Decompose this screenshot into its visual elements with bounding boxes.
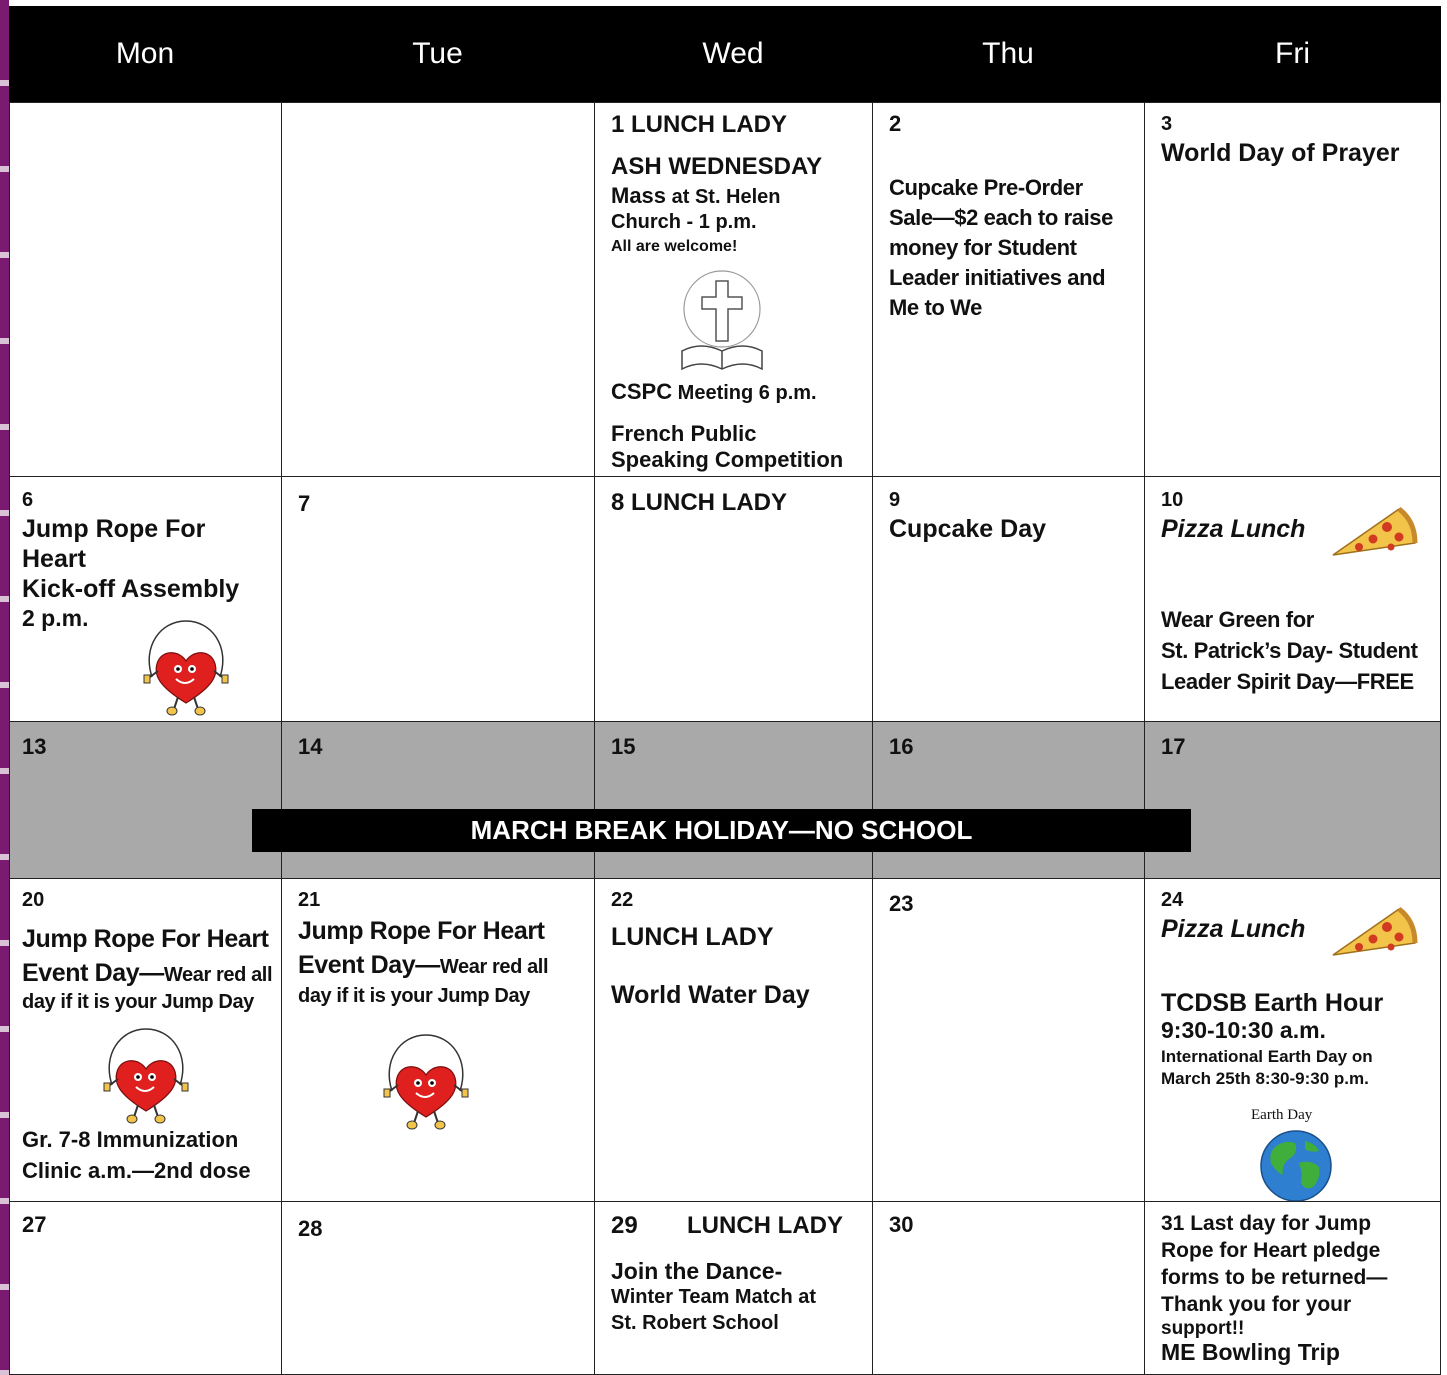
day-number-23: 23 xyxy=(889,891,914,916)
day-cell-22 xyxy=(594,878,873,1202)
day-8-lunch-lady: 8 LUNCH LADY xyxy=(611,489,788,516)
cupcake-preorder-1: Cupcake Pre-Order xyxy=(889,175,1083,200)
day-number-6: 6 xyxy=(22,489,34,511)
day-number-14: 14 xyxy=(298,734,323,759)
weekday-thu: Thu xyxy=(982,37,1034,70)
weekday-mon: Mon xyxy=(115,37,175,70)
cspc-time: Meeting 6 p.m. xyxy=(672,382,817,404)
jump-rope-event-20-3: day if it is your Jump Day xyxy=(22,991,254,1013)
day-number-22: 22 xyxy=(611,889,634,911)
french-public: French Public xyxy=(611,421,757,446)
wear-green-1: Wear Green for xyxy=(1161,607,1314,632)
me-bowling-trip: ME Bowling Trip xyxy=(1161,1339,1340,1365)
day-number-29: 29 xyxy=(611,1212,638,1239)
mass-location: at St. Helen xyxy=(666,186,781,208)
day-cell-20 xyxy=(9,878,282,1202)
world-water-day: World Water Day xyxy=(611,981,810,1009)
pizza-lunch-10: Pizza Lunch xyxy=(1161,515,1306,543)
day-cell-13 xyxy=(9,721,282,879)
jump-rope-line-1: Jump Rope For xyxy=(22,515,206,543)
jump-rope-event-20-2 xyxy=(22,959,272,988)
pizza-slice-icon xyxy=(1329,503,1419,561)
immunization-1: Gr. 7-8 Immunization xyxy=(22,1127,239,1152)
last-day-jump-5: support!! xyxy=(1161,1318,1245,1339)
day-cell-16 xyxy=(872,721,1145,879)
day-number-9: 9 xyxy=(889,489,901,511)
mass-word: Mass xyxy=(611,183,667,208)
day-number-7: 7 xyxy=(298,491,311,516)
day-number-24: 24 xyxy=(1161,889,1184,911)
decorative-border-strip xyxy=(0,0,9,1375)
ash-wednesday-title: ASH WEDNESDAY xyxy=(611,153,823,180)
wear-red-20: Wear red all xyxy=(163,964,273,986)
pizza-lunch-24: Pizza Lunch xyxy=(1161,915,1306,943)
day-cell-6 xyxy=(9,476,282,722)
day-cell-14 xyxy=(281,721,595,879)
cspc-label: CSPC xyxy=(611,379,673,404)
day-cell-3 xyxy=(1144,102,1441,477)
heart-jump-rope-icon xyxy=(140,617,232,717)
pizza-slice-icon xyxy=(1329,903,1419,961)
jump-rope-line-2: Heart xyxy=(22,545,86,573)
immunization-2: Clinic a.m.—2nd dose xyxy=(22,1158,251,1183)
day-number-28: 28 xyxy=(298,1216,323,1241)
weekday-fri: Fri xyxy=(1275,37,1310,70)
day-number-20: 20 xyxy=(22,889,45,911)
cupcake-preorder-3: money for Student xyxy=(889,235,1077,260)
jump-rope-event-21-1: Jump Rope For Heart xyxy=(298,917,545,945)
last-day-jump-3: forms to be returned— xyxy=(1161,1266,1388,1289)
all-welcome: All are welcome! xyxy=(611,238,738,255)
jump-rope-event-21-3: day if it is your Jump Day xyxy=(298,985,530,1007)
cupcake-preorder-5: Me to We xyxy=(889,295,982,320)
day-cell-9 xyxy=(872,476,1145,722)
day-number-30: 30 xyxy=(889,1212,914,1237)
day-cell-30 xyxy=(872,1201,1145,1375)
last-day-jump-2: Rope for Heart pledge xyxy=(1161,1239,1381,1262)
wear-green-3: Leader Spirit Day—FREE xyxy=(1161,669,1414,694)
intl-earth-day-1: International Earth Day on xyxy=(1161,1047,1373,1066)
day-number-2: 2 xyxy=(889,111,902,136)
cspc-meeting xyxy=(611,379,817,405)
earth-globe-icon xyxy=(1259,1129,1333,1202)
day-1-lunch-lady: 1 LUNCH LADY xyxy=(611,111,788,138)
join-the-dance: Join the Dance- xyxy=(611,1258,783,1284)
jump-rope-event-21-2 xyxy=(298,951,548,980)
day-number-16: 16 xyxy=(889,734,914,759)
day-cell-28 xyxy=(281,1201,595,1375)
kickoff-time: 2 p.m. xyxy=(22,605,89,631)
wear-red-21: Wear red all xyxy=(439,956,549,978)
day-cell-empty-mon xyxy=(9,102,282,477)
mass-line xyxy=(611,183,781,209)
day-number-15: 15 xyxy=(611,734,636,759)
lunch-lady-22: LUNCH LADY xyxy=(611,923,774,951)
st-robert-school: St. Robert School xyxy=(611,1312,779,1334)
last-day-jump-1: 31 Last day for Jump xyxy=(1161,1212,1372,1235)
weekday-wed: Wed xyxy=(702,37,764,70)
march-calendar xyxy=(9,6,1441,1375)
day-cell-31 xyxy=(1144,1201,1441,1375)
cupcake-preorder-4: Leader initiatives and xyxy=(889,265,1106,290)
event-day-label-20: Event Day— xyxy=(22,959,164,987)
march-break-banner: MARCH BREAK HOLIDAY—NO SCHOOL xyxy=(252,809,1191,852)
day-cell-empty-tue xyxy=(281,102,595,477)
day-cell-1 xyxy=(594,102,873,477)
day-cell-23 xyxy=(872,878,1145,1202)
day-cell-2 xyxy=(872,102,1145,477)
day-cell-8 xyxy=(594,476,873,722)
earth-hour-time: 9:30-10:30 a.m. xyxy=(1161,1017,1326,1043)
wear-green-2: St. Patrick’s Day- Student xyxy=(1161,638,1418,663)
lunch-lady-29: LUNCH LADY xyxy=(687,1212,843,1239)
last-day-jump-4: Thank you for your xyxy=(1161,1293,1352,1316)
day-number-13: 13 xyxy=(22,734,47,759)
day-cell-27 xyxy=(9,1201,282,1375)
day-cell-15 xyxy=(594,721,873,879)
mass-time: Church - 1 p.m. xyxy=(611,211,757,233)
cross-book-icon xyxy=(679,269,765,373)
day-cell-10 xyxy=(1144,476,1441,722)
weekday-header xyxy=(9,6,1441,102)
day-number-27: 27 xyxy=(22,1212,47,1237)
earth-day-caption: Earth Day xyxy=(1251,1107,1313,1123)
day-cell-24 xyxy=(1144,878,1441,1202)
cupcake-preorder-2: Sale—$2 each to raise xyxy=(889,205,1113,230)
intl-earth-day-2: March 25th 8:30-9:30 p.m. xyxy=(1161,1069,1369,1088)
day-cell-7 xyxy=(281,476,595,722)
jump-rope-event-20-1: Jump Rope For Heart xyxy=(22,925,269,953)
day-number-21: 21 xyxy=(298,889,321,911)
earth-hour-title: TCDSB Earth Hour xyxy=(1161,989,1384,1017)
kickoff-assembly: Kick-off Assembly xyxy=(22,575,240,603)
day-cell-17 xyxy=(1144,721,1441,879)
speaking-competition: Speaking Competition xyxy=(611,447,844,472)
day-number-3: 3 xyxy=(1161,113,1173,135)
heart-jump-rope-icon xyxy=(380,1031,472,1131)
heart-jump-rope-icon xyxy=(100,1025,192,1125)
event-day-label-21: Event Day— xyxy=(298,951,440,979)
day-cell-21 xyxy=(281,878,595,1202)
day-cell-29 xyxy=(594,1201,873,1375)
winter-team-match: Winter Team Match at xyxy=(611,1286,817,1308)
world-day-of-prayer: World Day of Prayer xyxy=(1161,139,1400,167)
weekday-tue: Tue xyxy=(412,37,463,70)
day-number-10: 10 xyxy=(1161,489,1184,511)
cupcake-day: Cupcake Day xyxy=(889,515,1047,543)
day-number-17: 17 xyxy=(1161,734,1186,759)
